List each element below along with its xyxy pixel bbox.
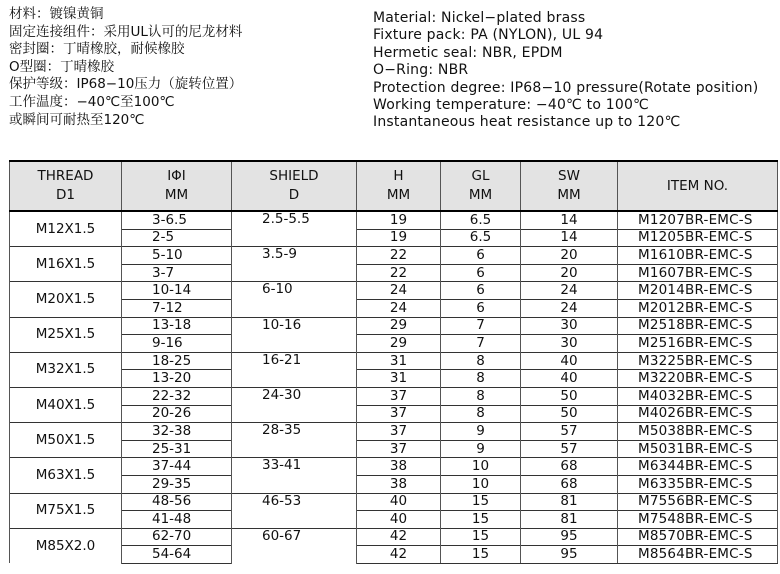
header-line: D	[288, 187, 300, 203]
sw-cell: 95	[521, 546, 618, 564]
header-line: IΦI	[167, 168, 186, 184]
h-cell: 24	[357, 299, 441, 317]
h-cell: 37	[357, 387, 441, 405]
h-cell: 38	[357, 475, 441, 493]
gl-cell: 8	[441, 405, 521, 423]
item-no-cell: M5038BR-EMC-S	[618, 423, 778, 441]
table-header-row	[10, 161, 778, 211]
spec-list-english	[373, 10, 758, 132]
gl-cell: 8	[441, 370, 521, 388]
item-no-cell: M3220BR-EMC-S	[618, 370, 778, 388]
item-no-cell: M1207BR-EMC-S	[618, 211, 778, 229]
phi-cell: 20-26	[122, 405, 232, 423]
table-row	[10, 299, 778, 317]
table-row	[10, 475, 778, 493]
spec-line-cn: 材料：镀镍黄铜	[9, 6, 104, 22]
header-line: MM	[468, 187, 493, 203]
phi-cell: 22-32	[122, 387, 232, 405]
thread-cell: M50X1.5	[10, 423, 122, 458]
sw-cell: 81	[521, 493, 618, 511]
phi-cell: 7-12	[122, 299, 232, 317]
spec-line-cn: 工作温度：−40℃至100℃	[9, 93, 175, 110]
table-row	[10, 387, 778, 405]
sw-cell: 40	[521, 370, 618, 388]
gl-cell: 9	[441, 440, 521, 458]
header-line: ITEM NO.	[666, 177, 729, 194]
phi-cell: 25-31	[122, 440, 232, 458]
h-cell: 29	[357, 317, 441, 335]
item-no-cell: M2012BR-EMC-S	[618, 299, 778, 317]
header-line: SHIELD	[269, 168, 319, 184]
item-no-cell: M6335BR-EMC-S	[618, 475, 778, 493]
spec-line-cn: 或瞬间可耐热至120℃	[9, 111, 145, 128]
shield-cell: 33-41	[232, 458, 357, 493]
item-no-cell: M2516BR-EMC-S	[618, 335, 778, 353]
gl-cell: 6	[441, 299, 521, 317]
table-row	[10, 370, 778, 388]
sw-cell: 30	[521, 335, 618, 353]
thread-cell: M85X2.0	[10, 528, 122, 563]
gl-cell: 10	[441, 458, 521, 476]
sw-cell: 95	[521, 528, 618, 546]
shield-cell: 16-21	[232, 352, 357, 387]
phi-cell: 13-18	[122, 317, 232, 335]
sw-cell: 24	[521, 299, 618, 317]
sw-cell: 57	[521, 423, 618, 441]
table-row	[10, 247, 778, 265]
gl-cell: 6	[441, 247, 521, 265]
item-no-cell: M7548BR-EMC-S	[618, 511, 778, 529]
header-line: MM	[557, 187, 581, 203]
gl-cell: 15	[441, 528, 521, 546]
gl-cell: 15	[441, 493, 521, 511]
phi-cell: 48-56	[122, 493, 232, 511]
sw-cell: 40	[521, 352, 618, 370]
thread-cell: M40X1.5	[10, 387, 122, 422]
table-row	[10, 282, 778, 300]
spec-line-en: Material: Nickel−plated brass	[373, 10, 586, 26]
item-no-cell: M4032BR-EMC-S	[618, 387, 778, 405]
h-cell: 19	[357, 229, 441, 247]
header-line: D1	[56, 187, 75, 203]
table-row	[10, 405, 778, 423]
shield-cell: 28-35	[232, 423, 357, 458]
spec-line-en: Instantaneous heat resistance up to 120℃	[373, 114, 681, 131]
table-row	[10, 211, 778, 229]
phi-cell: 32-38	[122, 423, 232, 441]
table-body	[10, 211, 778, 563]
header-h	[357, 161, 441, 211]
table-row	[10, 493, 778, 511]
header-shield	[232, 161, 357, 211]
item-no-cell: M1205BR-EMC-S	[618, 229, 778, 247]
spec-line-cn: 保护等级：IP68−10压力（旋转位置）	[9, 76, 243, 93]
h-cell: 37	[357, 440, 441, 458]
sw-cell: 30	[521, 317, 618, 335]
spec-line-en: O−Ring: NBR	[373, 62, 469, 79]
table-row	[10, 229, 778, 247]
h-cell: 38	[357, 458, 441, 476]
h-cell: 40	[357, 493, 441, 511]
sw-cell: 14	[521, 229, 618, 247]
item-no-cell: M1607BR-EMC-S	[618, 264, 778, 282]
table-row	[10, 440, 778, 458]
h-cell: 42	[357, 546, 441, 564]
sw-cell: 50	[521, 405, 618, 423]
shield-cell: 10-16	[232, 317, 357, 352]
item-no-cell: M3225BR-EMC-S	[618, 352, 778, 370]
phi-cell: 54-64	[122, 546, 232, 564]
sw-cell: 24	[521, 282, 618, 300]
gl-cell: 6	[441, 282, 521, 300]
phi-cell: 62-70	[122, 528, 232, 546]
item-no-cell: M2014BR-EMC-S	[618, 282, 778, 300]
gl-cell: 10	[441, 475, 521, 493]
h-cell: 24	[357, 282, 441, 300]
phi-cell: 3-6.5	[122, 211, 232, 229]
item-no-cell: M6344BR-EMC-S	[618, 458, 778, 476]
phi-cell: 13-20	[122, 370, 232, 388]
header-line: SW	[558, 168, 580, 184]
header-line: H	[393, 168, 404, 184]
phi-cell: 2-5	[122, 229, 232, 247]
h-cell: 37	[357, 423, 441, 441]
header-item-no	[618, 161, 778, 211]
table-row	[10, 458, 778, 476]
gl-cell: 6.5	[441, 211, 521, 229]
item-no-cell: M8564BR-EMC-S	[618, 546, 778, 564]
gl-cell: 7	[441, 335, 521, 353]
phi-cell: 41-48	[122, 511, 232, 529]
gl-cell: 15	[441, 511, 521, 529]
shield-cell: 46-53	[232, 493, 357, 528]
thread-cell: M16X1.5	[10, 247, 122, 282]
spec-line-cn: O型圈：丁晴橡胶	[9, 58, 115, 75]
table-row	[10, 264, 778, 282]
shield-cell: 3.5-9	[232, 247, 357, 282]
phi-cell: 9-16	[122, 335, 232, 353]
shield-cell: 6-10	[232, 282, 357, 317]
header-line: MM	[386, 187, 411, 203]
gl-cell: 8	[441, 352, 521, 370]
h-cell: 42	[357, 528, 441, 546]
gl-cell: 15	[441, 546, 521, 564]
phi-cell: 18-25	[122, 352, 232, 370]
sw-cell: 20	[521, 264, 618, 282]
item-no-cell: M8570BR-EMC-S	[618, 528, 778, 546]
sw-cell: 68	[521, 475, 618, 493]
table-row	[10, 546, 778, 564]
gl-cell: 6	[441, 264, 521, 282]
product-spec-table	[9, 160, 778, 564]
phi-cell: 29-35	[122, 475, 232, 493]
header-gl	[441, 161, 521, 211]
gl-cell: 7	[441, 317, 521, 335]
table-row	[10, 528, 778, 546]
h-cell: 31	[357, 370, 441, 388]
sw-cell: 57	[521, 440, 618, 458]
header-thread	[10, 161, 122, 211]
table-row	[10, 352, 778, 370]
spec-line-en: Hermetic seal: NBR, EPDM	[373, 44, 563, 61]
h-cell: 22	[357, 264, 441, 282]
phi-cell: 3-7	[122, 264, 232, 282]
h-cell: 19	[357, 211, 441, 229]
header-line: THREAD	[37, 168, 94, 184]
spec-line-en: Working temperature: −40℃ to 100℃	[373, 97, 649, 114]
spec-line-en: Fixture pack: PA (NYLON), UL 94	[373, 27, 604, 44]
item-no-cell: M5031BR-EMC-S	[618, 440, 778, 458]
sw-cell: 50	[521, 387, 618, 405]
thread-cell: M25X1.5	[10, 317, 122, 352]
thread-cell: M63X1.5	[10, 458, 122, 493]
shield-cell: 24-30	[232, 387, 357, 422]
sw-cell: 20	[521, 247, 618, 265]
phi-cell: 5-10	[122, 247, 232, 265]
sw-cell: 81	[521, 511, 618, 529]
item-no-cell: M2518BR-EMC-S	[618, 317, 778, 335]
gl-cell: 8	[441, 387, 521, 405]
table-row	[10, 423, 778, 441]
table-row	[10, 511, 778, 529]
sw-cell: 14	[521, 211, 618, 229]
shield-cell: 60-67	[232, 528, 357, 563]
item-no-cell: M1610BR-EMC-S	[618, 247, 778, 265]
table-row	[10, 317, 778, 335]
phi-cell: 10-14	[122, 282, 232, 300]
phi-cell: 37-44	[122, 458, 232, 476]
sw-cell: 68	[521, 458, 618, 476]
shield-cell: 2.5-5.5	[232, 211, 357, 247]
table-row	[10, 335, 778, 353]
h-cell: 22	[357, 247, 441, 265]
thread-cell: M32X1.5	[10, 352, 122, 387]
spec-list-chinese	[9, 6, 242, 129]
spec-line-en: Protection degree: IP68−10 pressure(Rotate position)	[373, 79, 759, 96]
gl-cell: 6.5	[441, 229, 521, 247]
h-cell: 31	[357, 352, 441, 370]
item-no-cell: M4026BR-EMC-S	[618, 405, 778, 423]
thread-cell: M12X1.5	[10, 211, 122, 247]
h-cell: 40	[357, 511, 441, 529]
header-sw	[521, 161, 618, 211]
header-line: GL	[471, 168, 490, 184]
thread-cell: M20X1.5	[10, 282, 122, 317]
h-cell: 29	[357, 335, 441, 353]
spec-line-cn: 固定连接组件：采用UL认可的尼龙材料	[9, 23, 243, 40]
spec-line-cn: 密封圈：丁晴橡胶，耐候橡胶	[9, 41, 185, 58]
h-cell: 37	[357, 405, 441, 423]
header-phi	[122, 161, 232, 211]
thread-cell: M75X1.5	[10, 493, 122, 528]
header-line: MM	[164, 187, 189, 203]
item-no-cell: M7556BR-EMC-S	[618, 493, 778, 511]
gl-cell: 9	[441, 423, 521, 441]
